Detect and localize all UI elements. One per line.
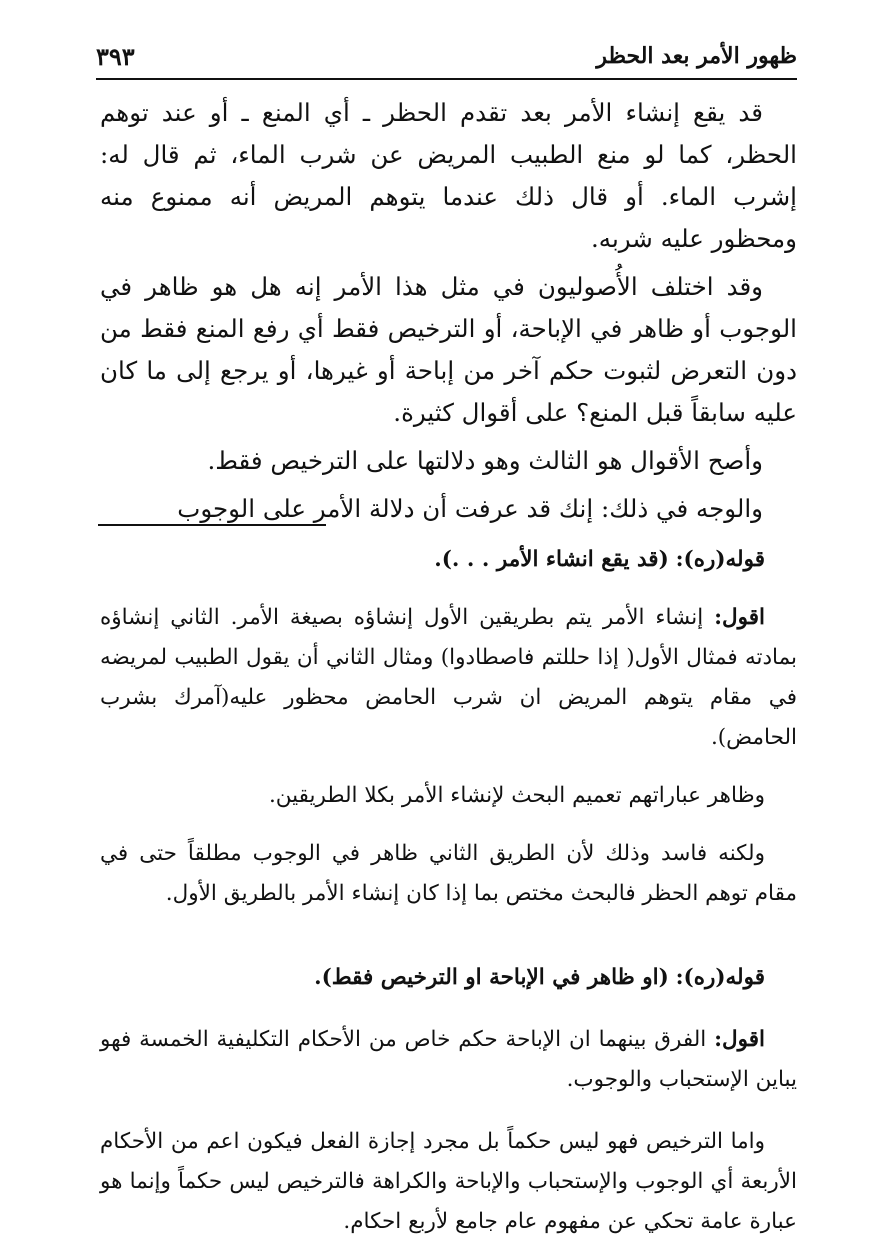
quoted-text: (قد يقع انشاء الأمر . . .). (434, 547, 669, 572)
comment-text: الفرق بينهما ان الإباحة حكم خاص من الأحكام التكليفية الخمسة فهو يباين الإستحباب والوجوب. (100, 1027, 797, 1092)
main-paragraph-4: والوجه في ذلك: إنك قد عرفت أن دلالة الأمر على الوجوب (177, 494, 763, 523)
main-text (100, 92, 797, 536)
commentary-section (100, 540, 797, 1242)
commentary-paragraph-4 (100, 1020, 797, 1100)
quoted-text: (او ظاهر في الإباحة او الترخيص فقط). (314, 965, 669, 990)
commentary-paragraph-2: وظاهر عباراتهم تعميم البحث لإنشاء الأمر بكلا الطريقين. (268, 783, 765, 808)
running-header (96, 34, 797, 80)
commentary-paragraph-3: ولكنه فاسد وذلك لأن الطريق الثاني ظاهر في الوجوب مطلقاً حتى في مقام توهم الحظر فالبحث مختص بما إذا كان إنشاء الأمر بالطريق الأول. (100, 841, 797, 906)
quote-lead: قوله(ره): (675, 965, 765, 990)
footnote-divider (98, 524, 326, 526)
commentary-paragraph-5: واما الترخيص فهو ليس حكماً بل مجرد إجازة الفعل فيكون اعم من الأحكام الأربعة أي الوجوب والإستحباب والإباحة والكراهة فالترخيص ليس حكماً وإنما هو عبارة عامة تحكي عن مفهوم عام جامع لأربع احكام. (100, 1129, 797, 1234)
comment-lead: اقول: (714, 605, 765, 630)
quote-lead: قوله(ره): (675, 547, 765, 572)
comment-lead: اقول: (714, 1027, 765, 1052)
chapter-title: ظهور الأمر بعد الحظر (596, 43, 797, 69)
commentary-quote-2 (100, 958, 797, 998)
main-paragraph-2: وقد اختلف الأُصوليون في مثل هذا الأمر إنه هل هو ظاهر في الوجوب أو ظاهر في الإباحة، أو الترخيص فقط أي رفع المنع فقط من دون التعرض لثبوت حكم آخر من إباحة أو غيرها، أو يرجع إلى ما كان عليه سابقاً قبل المنع؟ على أقوال كثيرة. (100, 272, 797, 427)
main-paragraph-1: قد يقع إنشاء الأمر بعد تقدم الحظر ـ أي المنع ـ أو عند توهم الحظر، كما لو منع الطبيب المريض عن شرب الماء، ثم قال له: إشرب الماء. أو قال ذلك عندما يتوهم المريض أنه ممنوع منه ومحظور عليه شربه. (100, 98, 797, 253)
main-paragraph-3: وأصح الأقوال هو الثالث وهو دلالتها على الترخيص فقط. (207, 446, 763, 475)
commentary-paragraph-1 (100, 598, 797, 758)
page-number: ٣٩٣ (96, 41, 135, 71)
commentary-quote-1 (100, 540, 797, 580)
comment-text: إنشاء الأمر يتم بطريقين الأول إنشاؤه بصيغة الأمر. الثاني إنشاؤه بمادته فمثال الأول( إذا حللتم فاصطادوا) ومثال الثاني أن يقول الطبيب لمريضه في مقام يتوهم المريض ان شرب الحامض محظور عليه(آمرك بشرب الحامض). (100, 605, 797, 750)
